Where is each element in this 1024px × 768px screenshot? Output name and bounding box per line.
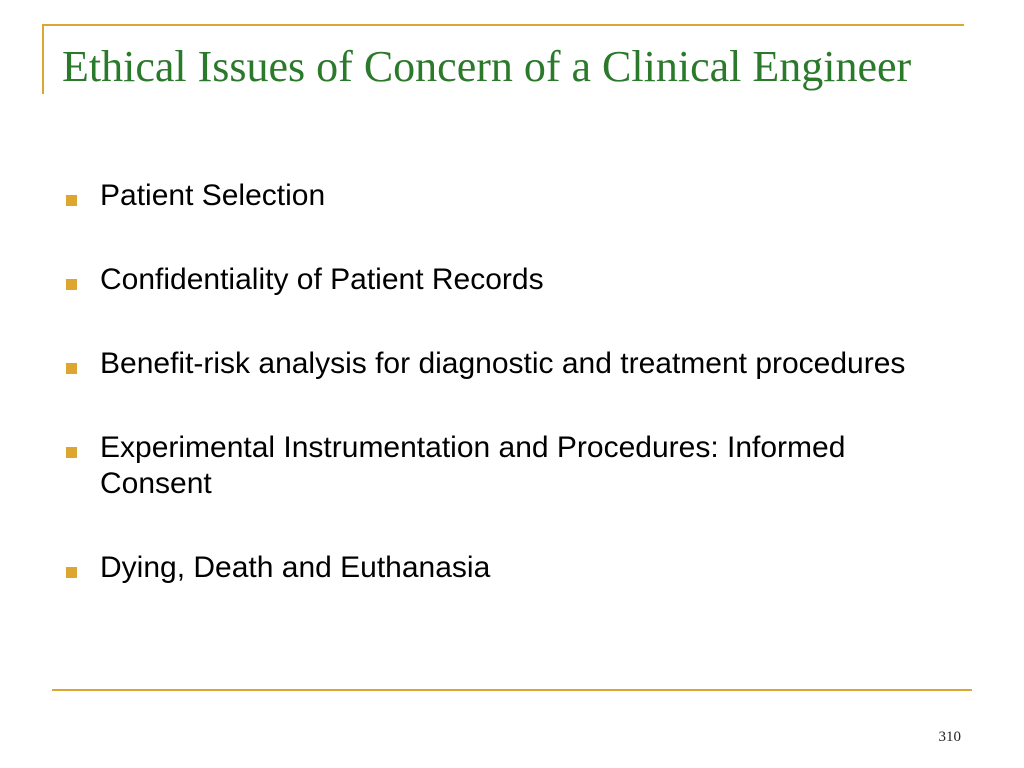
page-number: 310 [938,729,961,745]
square-bullet-icon [66,279,77,290]
bullet-text: Experimental Instrumentation and Procedures: Informed Consent [100,431,846,500]
bullet-item-patient-selection [62,178,962,214]
square-bullet-icon [66,195,77,206]
bullet-item-benefit-risk [62,346,962,382]
title-frame-left-rule [42,24,44,94]
square-bullet-icon [66,567,77,578]
footer-rule [52,689,972,691]
slide-title: Ethical Issues of Concern of a Clinical Engineer [62,42,912,91]
bullet-text: Dying, Death and Euthanasia [100,551,491,584]
bullet-item-dying-death-euthanasia [62,550,962,586]
square-bullet-icon [66,363,77,374]
title-frame-top-rule [42,24,964,26]
bullet-text: Benefit-risk analysis for diagnostic and treatment procedures [100,347,906,380]
square-bullet-icon [66,447,77,458]
bullet-item-confidentiality [62,262,962,298]
bullet-item-experimental-instrumentation [62,430,962,502]
bullet-list [62,178,962,634]
bullet-text: Confidentiality of Patient Records [100,263,544,296]
bullet-text: Patient Selection [100,179,326,212]
